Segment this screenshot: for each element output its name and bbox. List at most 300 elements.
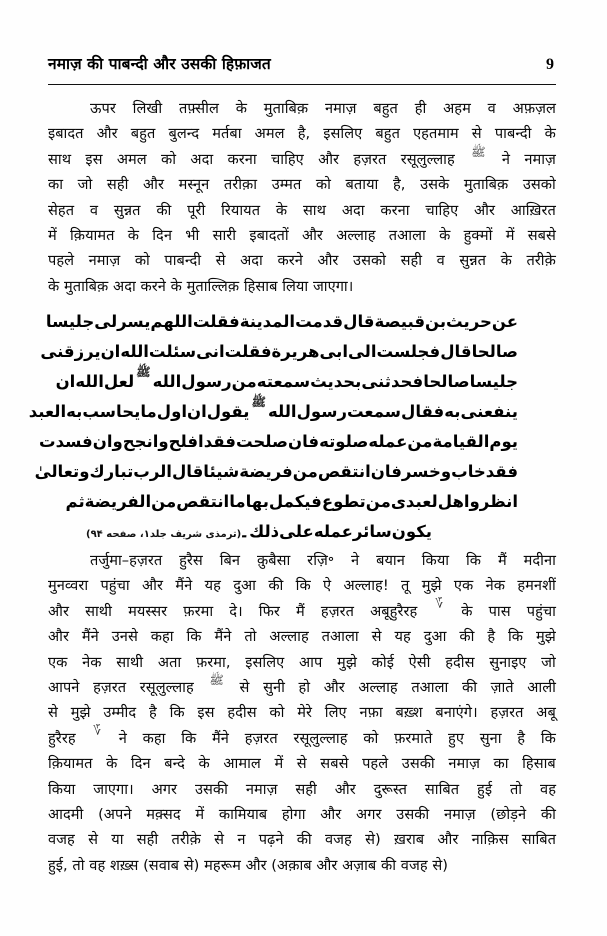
word: से	[214, 831, 225, 849]
word: मुझे	[535, 628, 556, 646]
word: बहुत	[130, 125, 156, 143]
word: की	[156, 201, 172, 219]
hadith-arabic-block	[28, 307, 518, 547]
word: मुताबिक़	[463, 176, 509, 194]
word: अल्लाह!	[343, 577, 389, 595]
word: होगा	[281, 806, 306, 824]
word: (छोड़ने	[490, 806, 527, 824]
word: की	[381, 856, 397, 874]
word: افلح	[168, 432, 204, 451]
word: हुक्मों	[463, 227, 493, 245]
body-text-line	[48, 223, 556, 248]
word: ऊपर	[90, 100, 116, 117]
word: कि	[169, 704, 185, 722]
word: رسول	[181, 372, 232, 391]
word: मुताबिक़	[263, 100, 309, 117]
word: कि	[181, 729, 197, 747]
translation-text-line	[48, 596, 556, 624]
word: فجلست	[376, 342, 441, 361]
word: मुनव्वरा	[48, 577, 89, 595]
word: मुझे	[421, 577, 442, 595]
word: और	[245, 856, 267, 874]
word: वजह	[48, 831, 75, 849]
word: العبد	[28, 402, 67, 421]
word: يسرلى	[94, 312, 151, 331]
word: بحديث	[310, 372, 362, 391]
word: هل	[437, 492, 464, 511]
word: नमाज़	[524, 150, 556, 168]
hadith-arabic-line	[39, 427, 518, 457]
word: يوم	[489, 432, 518, 451]
word: नमाज़	[448, 755, 480, 773]
word: के	[500, 252, 512, 270]
word: بن	[425, 312, 447, 331]
word: और	[334, 780, 356, 798]
word: करना	[227, 150, 257, 168]
word: नमाज़	[88, 252, 121, 270]
word: تعالىٰ	[34, 462, 80, 481]
body-text-line	[48, 144, 556, 172]
word: तर्जुमा–हज़रत	[90, 552, 163, 569]
word: और	[437, 831, 459, 849]
word: नमाज़	[245, 780, 278, 798]
word: कि	[540, 729, 556, 747]
word: कहा	[150, 628, 174, 646]
word: मैंने	[175, 577, 193, 595]
word: صالحا	[423, 372, 470, 391]
word: में	[505, 227, 515, 245]
body-text-line	[48, 248, 556, 273]
body-text-line	[48, 96, 556, 121]
word: नफ़ा	[359, 704, 383, 722]
word: हज़रत	[320, 602, 354, 620]
word: करने	[140, 277, 166, 295]
word: से	[371, 628, 382, 646]
word: तरीक़े	[526, 252, 556, 270]
header-divider-rule	[48, 84, 556, 85]
word: कहा	[142, 729, 166, 747]
word: कि	[466, 552, 482, 569]
word: سمعت	[346, 402, 402, 421]
word: मेरे	[297, 704, 313, 722]
word: قال	[171, 462, 204, 481]
word: नमाज़	[324, 100, 357, 117]
word: अगर	[356, 806, 382, 824]
word: मदीना	[523, 552, 556, 569]
word: هريرة	[271, 342, 320, 361]
word: जो	[541, 653, 556, 671]
word: अदा	[341, 201, 365, 219]
word: इसलिए	[323, 125, 363, 143]
word: हुरैरह	[48, 729, 76, 747]
word: क़ियामत	[70, 227, 115, 245]
word: فريضة	[239, 462, 293, 481]
word: हज़रत	[353, 150, 387, 168]
word: साथी	[85, 602, 112, 620]
word: لعبدى	[390, 492, 438, 511]
word: रसूलुल्लाह	[400, 150, 455, 168]
word: रसूलुल्लाह	[139, 679, 194, 697]
translation-text-line	[48, 777, 556, 802]
word: अदा	[113, 277, 136, 295]
word: हज़रत	[93, 679, 127, 697]
word: और	[323, 679, 345, 697]
word: हदीस	[445, 653, 475, 671]
word: انظروا	[463, 492, 518, 511]
word: इस	[197, 704, 215, 722]
word: ان	[100, 342, 121, 361]
word: ने	[501, 150, 511, 168]
word: दुरूस्त	[373, 780, 407, 798]
word: मैंने	[81, 628, 99, 646]
word: को	[269, 704, 285, 722]
word: فيكمل	[268, 492, 322, 511]
word: जो	[77, 176, 93, 194]
word: मुताल्लिक़	[186, 277, 240, 295]
word: क़ुबैसा	[256, 552, 291, 569]
word: मुझे	[70, 704, 91, 722]
word: साथी	[116, 653, 144, 671]
sallallahu-alayhi-wasallam-icon: ﷺ	[251, 395, 266, 409]
hadith-arabic-line	[28, 395, 518, 427]
body-text-line	[48, 172, 556, 197]
word: की	[268, 577, 284, 595]
word: इबादत	[48, 125, 84, 143]
word: साथ	[302, 201, 327, 219]
word: يكون	[391, 522, 432, 541]
word: فان	[287, 432, 320, 451]
hadith-arabic-line	[45, 307, 518, 337]
word: فقلت	[224, 342, 272, 361]
word: सही	[106, 176, 129, 194]
word: ख़राब	[393, 831, 425, 849]
word: सारी	[212, 227, 237, 245]
word: हुई,	[48, 856, 68, 874]
citation-row	[86, 524, 518, 542]
word: बुलन्द	[168, 125, 200, 143]
word: है	[148, 704, 157, 722]
word: يحاسب	[82, 402, 141, 421]
word: जाएगा।	[312, 277, 354, 295]
hadith-arabic-line	[65, 487, 518, 517]
word: के	[439, 227, 451, 245]
word: आदमी	[48, 806, 84, 824]
word: جليسا	[469, 372, 518, 391]
word: कि	[295, 577, 311, 595]
word: सुना	[479, 729, 502, 747]
word: आपने	[48, 679, 80, 697]
word: القيامة	[432, 432, 490, 451]
word: ما	[140, 402, 157, 421]
hadith-arabic-line	[55, 365, 518, 397]
word: को	[363, 729, 379, 747]
word: انتقص	[317, 462, 371, 481]
word: पहुंचा	[526, 602, 556, 620]
word: हज़रत	[490, 704, 524, 722]
word: रसूलुल्लाह	[293, 729, 348, 747]
word: को	[134, 252, 150, 270]
word: पढ़ने	[258, 831, 284, 849]
word: फ़रमा,	[195, 653, 231, 671]
word: रज़ि॰	[307, 552, 335, 569]
word: انى	[196, 342, 225, 361]
translation-text-line	[48, 751, 556, 776]
word: عمله	[368, 432, 408, 451]
word: ينفعنى	[460, 402, 518, 421]
word: पाबन्दी	[164, 252, 202, 270]
word: और	[318, 150, 340, 168]
translation-text-line	[48, 624, 556, 649]
sallallahu-alayhi-wasallam-icon: ﷺ	[471, 144, 486, 159]
word: यह	[204, 577, 221, 595]
word: फ़रमाते	[394, 729, 433, 747]
word: المدينة	[239, 312, 296, 331]
word: और	[320, 806, 342, 824]
word: व	[436, 252, 445, 270]
word: الرب	[133, 462, 172, 481]
radiyallahu-anhu-icon: ؆	[93, 723, 102, 738]
word: दुआ	[233, 577, 256, 595]
word: ثم	[65, 492, 85, 511]
word: है,	[297, 125, 311, 143]
word: و	[440, 462, 452, 481]
word: से	[296, 755, 307, 773]
word: और	[316, 856, 338, 874]
page-number: 9	[546, 56, 554, 74]
word: बताया	[345, 176, 379, 194]
word: तफ़्सील	[178, 100, 219, 117]
word: عن	[491, 312, 518, 331]
hadith-arabic-line	[34, 457, 518, 487]
word: वजह	[325, 831, 352, 849]
word: है	[487, 628, 496, 646]
word: ما	[229, 492, 246, 511]
word: आख़िरत	[510, 201, 556, 219]
word: को	[161, 150, 177, 168]
word: به	[444, 402, 461, 421]
word: उसको	[522, 176, 556, 194]
word: बनाएंगे।	[435, 704, 478, 722]
word: ذلك۔	[239, 522, 280, 541]
word: उसकी	[401, 755, 435, 773]
word: व	[89, 201, 99, 219]
word: سئلت	[148, 342, 197, 361]
word: से	[48, 704, 58, 722]
translation-text-line	[48, 700, 556, 725]
word: और	[474, 201, 495, 219]
word: سمعته	[256, 372, 311, 391]
translation-text-line	[48, 723, 556, 751]
word: من	[407, 432, 433, 451]
word: صلوته	[319, 432, 369, 451]
word: الله	[152, 372, 182, 391]
word: बिन	[219, 552, 241, 569]
word: में	[195, 806, 205, 824]
word: व	[487, 100, 496, 117]
word: فحدثنى	[361, 372, 424, 391]
word: ज़ाते	[490, 679, 514, 697]
word: (अपने	[98, 806, 132, 824]
word: साथ	[48, 150, 72, 168]
word: इस	[85, 150, 103, 168]
word: उसकी	[396, 806, 430, 824]
word: अबू	[536, 704, 556, 722]
word: تبارك	[89, 462, 134, 481]
word: अफ़ज़ल	[512, 100, 556, 117]
word: या	[111, 831, 124, 849]
word: انتقص	[176, 492, 230, 511]
word: ان	[186, 402, 207, 421]
word: महरूम	[204, 856, 241, 874]
word: अहम	[443, 100, 471, 117]
word: और	[143, 176, 164, 194]
word: एहतमाम	[413, 125, 459, 143]
word: की	[540, 806, 556, 824]
word: على	[279, 522, 314, 541]
translation-text-line	[48, 675, 556, 700]
word: قبيصة	[374, 312, 425, 331]
word: मैं	[497, 552, 507, 569]
word: साबित	[521, 831, 556, 849]
word: من	[151, 492, 177, 511]
word: और	[142, 577, 164, 595]
word: से	[215, 252, 226, 270]
translation-text-line	[48, 573, 556, 598]
word: तू	[401, 577, 410, 595]
word: और	[48, 628, 69, 646]
word: ان	[55, 372, 76, 391]
word: अदा	[190, 150, 214, 168]
word: जाएगा।	[93, 780, 134, 798]
word: अल्लाह	[269, 628, 309, 646]
word: कि	[186, 628, 202, 646]
word: बहुत	[373, 100, 398, 117]
word: की	[459, 628, 475, 646]
word: के	[127, 227, 140, 245]
word: मयस्सर	[128, 602, 168, 620]
word: अबूहुरैरह	[370, 602, 418, 620]
word: से	[88, 831, 98, 849]
word: बख़्श	[395, 704, 423, 722]
word: तआला	[321, 628, 359, 646]
word: يقول	[206, 402, 250, 421]
word: न	[237, 831, 246, 849]
word: अल्लाह	[358, 679, 398, 697]
word: को	[315, 176, 331, 194]
word: साबित	[424, 780, 460, 798]
word: में	[48, 227, 57, 245]
word: कामियाब	[218, 806, 268, 824]
radiyallahu-anhu-icon: ؆	[435, 596, 444, 611]
word: قدمت	[295, 312, 344, 331]
word: ने	[351, 552, 360, 569]
word: तो	[72, 856, 85, 874]
word: شيئا	[203, 462, 240, 481]
word: तो	[509, 780, 523, 798]
word: सही	[400, 252, 423, 270]
word: ही	[414, 100, 427, 117]
word: تطوع	[321, 492, 366, 511]
word: सबसे	[320, 755, 349, 773]
word: नमाज़	[444, 806, 476, 824]
word: قال	[440, 342, 472, 361]
word: से)	[432, 856, 448, 874]
word: सही	[136, 831, 159, 849]
word: करने	[277, 252, 303, 270]
word: हमनशीं	[517, 577, 556, 595]
word: दुआ	[423, 628, 447, 646]
word: हिसाब	[243, 277, 278, 295]
word: का	[493, 755, 509, 773]
word: और	[48, 602, 69, 620]
word: हज़रत	[244, 729, 278, 747]
word: सुनी	[263, 679, 285, 697]
word: क़ियामत	[48, 755, 93, 773]
word: मस्नून	[178, 176, 210, 194]
word: रियायत	[221, 201, 261, 219]
word: नाक़िस	[471, 831, 509, 849]
word: وانجح	[122, 432, 169, 451]
word: मैंने	[212, 729, 229, 747]
word: पूरी	[187, 201, 206, 219]
word: की	[296, 831, 312, 849]
word: से)	[183, 856, 200, 874]
word: ऐसी	[408, 653, 431, 671]
word: من	[231, 372, 257, 391]
word: के	[170, 277, 182, 295]
translation-paragraph	[48, 548, 556, 878]
word: उसके	[420, 176, 450, 194]
word: الفريضة	[84, 492, 152, 511]
word: और	[301, 227, 323, 245]
sallallahu-alayhi-wasallam-icon: ﷺ	[136, 365, 151, 379]
word: सही	[295, 780, 317, 798]
word: صالحا	[471, 342, 518, 361]
body-text-line	[48, 121, 556, 146]
word: उनसे	[111, 628, 138, 646]
word: अता	[157, 653, 182, 671]
word: मैं	[296, 602, 305, 620]
word: के	[461, 602, 473, 620]
word: بها	[245, 492, 269, 511]
word: हदीस	[227, 704, 257, 722]
word: سائر	[352, 522, 392, 541]
body-text-line	[48, 274, 556, 299]
translation-text-line	[48, 802, 556, 827]
word: हो	[298, 679, 311, 697]
translation-text-line	[48, 853, 556, 878]
word: के	[275, 201, 288, 219]
word: आप	[299, 653, 323, 671]
word: और	[317, 252, 339, 270]
word: आमाल	[223, 755, 261, 773]
word: के	[544, 125, 556, 143]
word: اول	[156, 402, 187, 421]
word: الى	[347, 342, 377, 361]
word: से)	[365, 831, 381, 849]
word: एक	[453, 577, 474, 595]
word: ने	[118, 729, 127, 747]
word: मुझे	[337, 653, 357, 671]
word: सबसे	[527, 227, 556, 245]
word: बन्दे	[164, 755, 185, 773]
word: इसलिए	[245, 653, 285, 671]
word: वह	[540, 780, 556, 798]
word: सुन्नत	[113, 201, 141, 219]
word: दे।	[229, 602, 243, 620]
word: وان	[92, 432, 123, 451]
word: عمله	[313, 522, 353, 541]
